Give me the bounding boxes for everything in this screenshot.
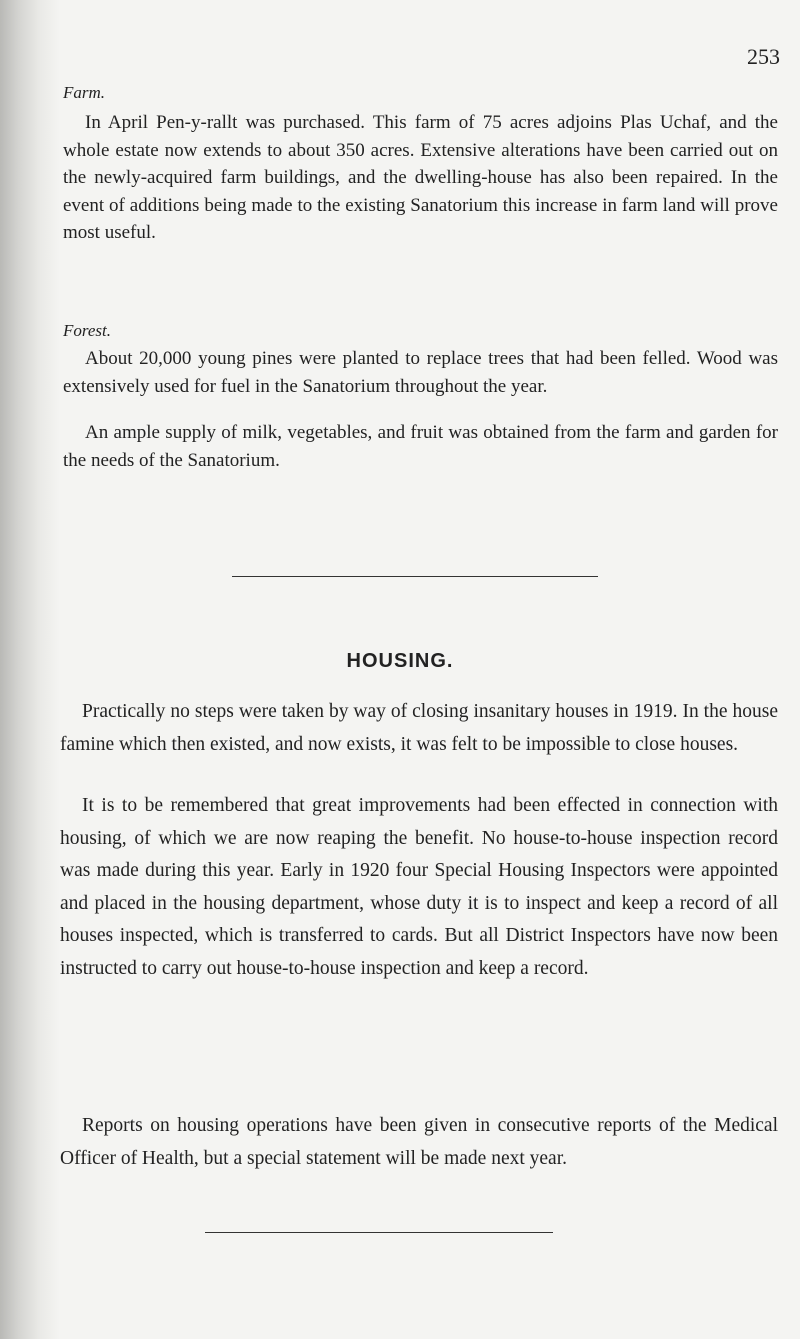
farm-heading: Farm.: [63, 83, 106, 102]
farm-paragraph: In April Pen-y-rallt was purchased. This farm of 75 acres adjoins Plas Uchaf, and the whole estate now extends to about 350 acres. Extensive alterations have been carried out on the newly-acquired farm buildings, and the dwelling-house has also been repaired. In the event of additions being made to the existing Sanatorium this increase in farm land will prove most useful.: [63, 112, 778, 243]
section-divider-top: [232, 576, 598, 577]
housing-title: HOUSING.: [346, 650, 454, 672]
page-number: 253: [747, 44, 780, 69]
forest-paragraph-1: About 20,000 young pines were planted to replace trees that had been felled. Wood was extensively used for fuel in the Sanatorium throughout the year.: [63, 348, 778, 397]
section-divider-bottom: [205, 1232, 553, 1233]
housing-paragraph-3: Reports on housing operations have been given in consecutive reports of the Medical Officer of Health, but a special statement will be made next year.: [60, 1115, 778, 1169]
forest-heading: Forest.: [63, 321, 112, 340]
forest-paragraph-2: An ample supply of milk, vegetables, and fruit was obtained from the farm and garden for the needs of the Sanatorium.: [63, 422, 778, 471]
housing-paragraph-2: It is to be remembered that great improvements had been effected in connection with housing, of which we are now reaping the benefit. No house-to-house inspection record was made during this year. Early in 1920 four Special Housing Inspectors were appointed and placed in the housing department, whose duty it is to inspect and keep a record of all houses inspected, which is transferred to cards. But all District Inspectors have now been instructed to carry out house-to-house inspection and keep a record.: [60, 795, 778, 979]
housing-paragraph-1: Practically no steps were taken by way of closing insanitary houses in 1919. In the house famine which then existed, and now exists, it was felt to be impossible to close houses.: [60, 701, 778, 755]
